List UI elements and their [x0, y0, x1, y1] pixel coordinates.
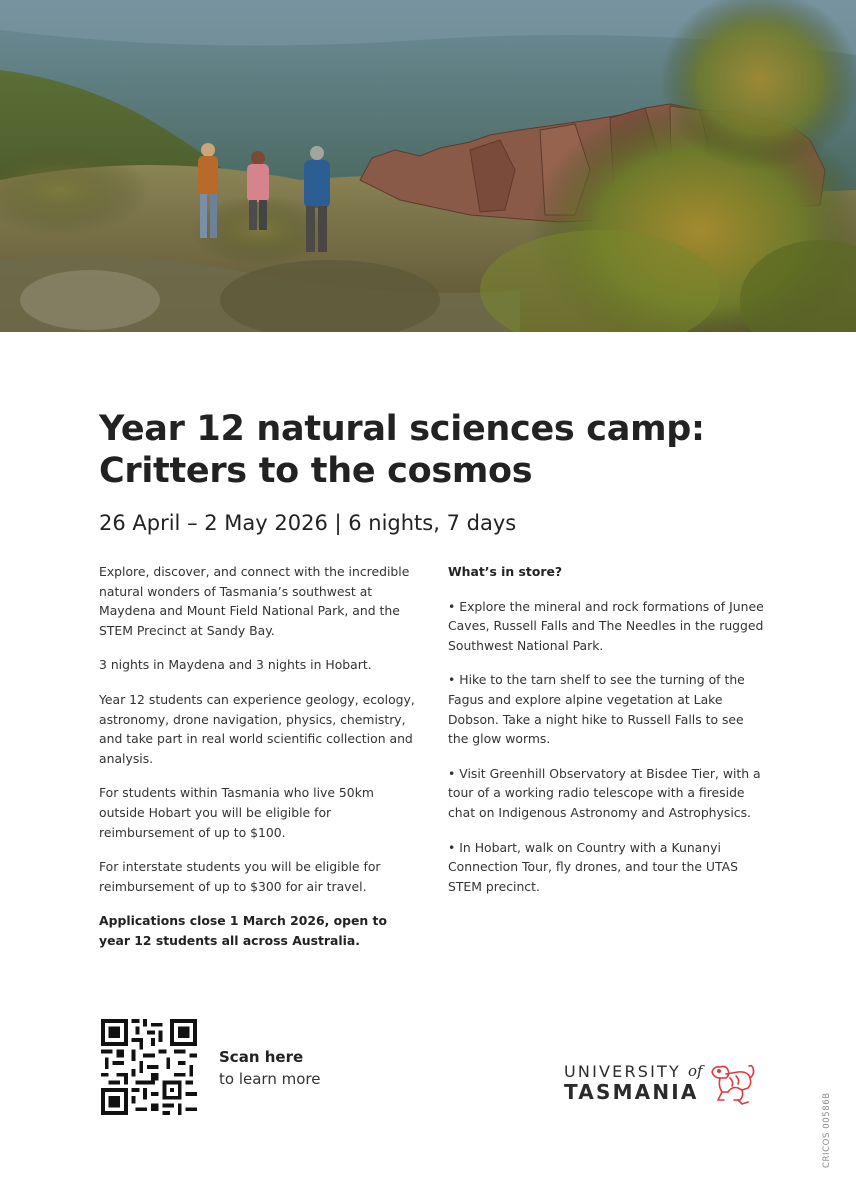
qr-code-icon[interactable] [101, 1019, 197, 1115]
tasmania-reimbursement-paragraph: For students within Tasmania who live 50km outside Hobart you will be eligible for reimbursement of up to $100. [99, 785, 374, 840]
page-title [99, 408, 799, 492]
hero-photo [0, 0, 856, 332]
scan-callout [219, 1046, 320, 1090]
hero-landscape-illustration [0, 0, 856, 332]
applications-close-notice: Applications close 1 March 2026, open to year 12 students all across Australia. [99, 913, 387, 948]
list-item: • Visit Greenhill Observatory at Bisdee Tier, with a tour of a working radio telescope with a fireside chat on Indigenous Astronomy and Astrophysics. [448, 765, 761, 820]
title-line-1: Year 12 natural sciences camp: [99, 409, 705, 449]
intro-column [99, 562, 417, 966]
title-line-2: Critters to the cosmos [99, 451, 533, 491]
interstate-reimbursement-paragraph: For interstate students you will be eligible for reimbursement of up to $300 for air travel. [99, 859, 381, 894]
logo-tasmania-text: TASMANIA [564, 1080, 699, 1104]
list-item: • In Hobart, walk on Country with a Kunanyi Connection Tour, fly drones, and tour the UTAS STEM precinct. [448, 839, 738, 894]
logo-of-text: of [688, 1062, 703, 1080]
whats-in-store-heading: What’s in store? [448, 564, 563, 579]
logo-university-text: UNIVERSITY [564, 1062, 681, 1081]
date-subtitle: 26 April – 2 May 2026 | 6 nights, 7 days [99, 511, 517, 535]
lion-crest-icon [708, 1062, 756, 1106]
list-item: • Hike to the tarn shelf to see the turning of the Fagus and explore alpine vegetation at Lake Dobson. Take a night hike to Russell Falls to see the glow worms. [448, 672, 745, 747]
university-logo [562, 1060, 762, 1110]
intro-paragraph: Explore, discover, and connect with the incredible natural wonders of Tasmania’s southwest at Maydena and Mount Field National Park, and the STEM Precinct at Sandy Bay. [99, 564, 410, 638]
nights-paragraph: 3 nights in Maydena and 3 nights in Hobart. [99, 657, 372, 673]
whats-in-store-column [448, 562, 766, 911]
list-item: • Explore the mineral and rock formations of Junee Caves, Russell Falls and The Needles in the rugged Southwest National Park. [448, 598, 764, 653]
scan-title: Scan here [219, 1048, 304, 1066]
scan-subtitle: to learn more [219, 1070, 321, 1088]
experience-paragraph: Year 12 students can experience geology, ecology, astronomy, drone navigation, physics, chemistry, and take part in real world scientific collection and analysis. [99, 691, 415, 766]
cricos-code: CRICOS 00586B [822, 1092, 832, 1168]
